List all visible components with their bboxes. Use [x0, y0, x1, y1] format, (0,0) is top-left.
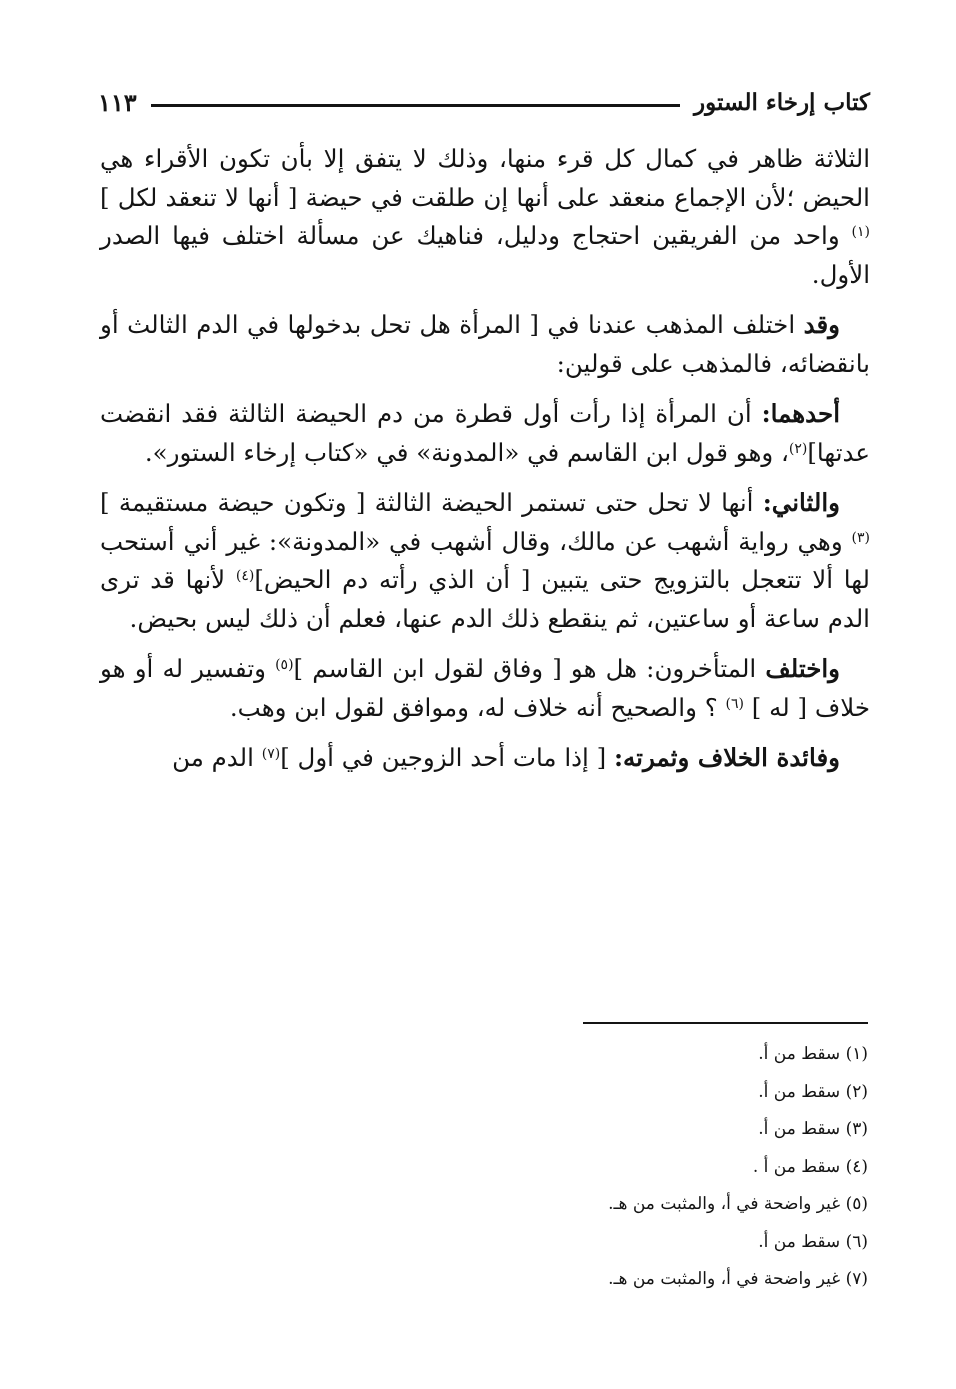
paragraph-text: المتأخرون: هل هو [ وفاق لقول ابن القاسم ]	[293, 654, 766, 683]
page-number: ١١٣	[98, 87, 137, 117]
main-text	[100, 140, 870, 790]
paragraph-text: وتفسير له أو هو خلاف [ له ]	[100, 654, 870, 722]
paragraph-text: الثلاثة ظاهر في كمال كل قرء منها، وذلك لا يتفق إلا بأن تكون الأقراء هي الحيض ؛لأن الإجماع منعقد على أنها إن طلقت في حيضة [ أنها لا تنعقد لكل ]	[100, 144, 870, 212]
footnote-ref: (٤)	[235, 568, 255, 584]
footnote-ref: (٢)	[788, 440, 808, 457]
paragraph-lead: واختلف	[765, 654, 840, 683]
footnote-6: (٦) سقط من أ.	[758, 1231, 868, 1252]
footnote-separator	[583, 1022, 868, 1024]
paragraph-6	[100, 739, 870, 778]
footnote-ref: (١)	[851, 224, 870, 240]
footnote-7: (٧) غير واضحة في أ، والمثبت من هـ.	[608, 1269, 868, 1289]
footnote-1: (١) سقط من أ.	[758, 1044, 868, 1064]
paragraph-3	[100, 395, 870, 472]
footnote-ref: (٦)	[725, 695, 744, 712]
paragraph-lead: والثاني:	[762, 488, 840, 517]
paragraph-text: الدم من	[172, 743, 262, 772]
footnote-2: (٢) سقط من أ.	[758, 1081, 868, 1102]
paragraph-lead: وفائدة الخلاف وثمرته:	[613, 743, 840, 772]
footnote-3: (٣) سقط من أ.	[758, 1119, 868, 1139]
paragraph-text: وهي رواية أشهب عن مالك، وقال أشهب في «المدونة»: غير أني أستحب لها ألا تتعجل بالتزويج حتى يتبين [ أن الذي رأته دم الحيض]	[100, 526, 870, 594]
paragraph-text: [ إذا مات أحد الزوجين في أول ]	[280, 743, 614, 772]
footnote-4: (٤) سقط من أ .	[752, 1156, 868, 1177]
paragraph-5	[100, 650, 870, 727]
footnote-ref: (٣)	[851, 529, 870, 546]
paragraph-text: ؟ والصحيح أنه خلاف له، وموافق لقول ابن وهب.	[229, 692, 726, 722]
paragraph-2	[100, 306, 870, 383]
paragraph-1	[100, 140, 870, 294]
paragraph-text: أنها لا تحل حتى تستمر الحيضة الثالثة [ وتكون حيضة مستقيمة ]	[100, 488, 763, 517]
paragraph-text: واحد من الفريقين احتجاج ودليل، فناهيك عن مسألة اختلف فيها الصدر الأول.	[100, 221, 870, 289]
footnote-5: (٥) غير واضحة في أ، والمثبت من هـ.	[608, 1194, 868, 1214]
paragraph-lead: وقد	[803, 310, 840, 339]
footnotes	[500, 1036, 868, 1299]
page-header	[98, 84, 870, 120]
paragraph-text: أن المرأة إذا رأت أول قطرة من دم الحيضة الثالثة فقد انقضت عدتها]	[100, 399, 870, 467]
paragraph-text: لأنها قد ترى الدم ساعة أو ساعتين، ثم ينقطع ذلك الدم عنها، فعلم أن ذلك ليس بحيض.	[100, 565, 870, 633]
header-rule	[151, 104, 680, 107]
paragraph-text: ، وهو قول ابن القاسم في «المدونة» في «كتاب إرخاء الستور».	[144, 437, 789, 467]
running-title: كتاب إرخاء الستور	[694, 88, 870, 116]
paragraph-4	[100, 484, 870, 638]
footnote-ref: (٧)	[261, 746, 281, 762]
paragraph-lead: أحدهما:	[761, 399, 840, 428]
footnote-ref: (٥)	[275, 657, 294, 673]
paragraph-text: اختلف المذهب عندنا في [ المرأة هل تحل بدخولها في الدم الثالث أو بانقضائه، فالمذهب على قولين:	[100, 310, 870, 378]
